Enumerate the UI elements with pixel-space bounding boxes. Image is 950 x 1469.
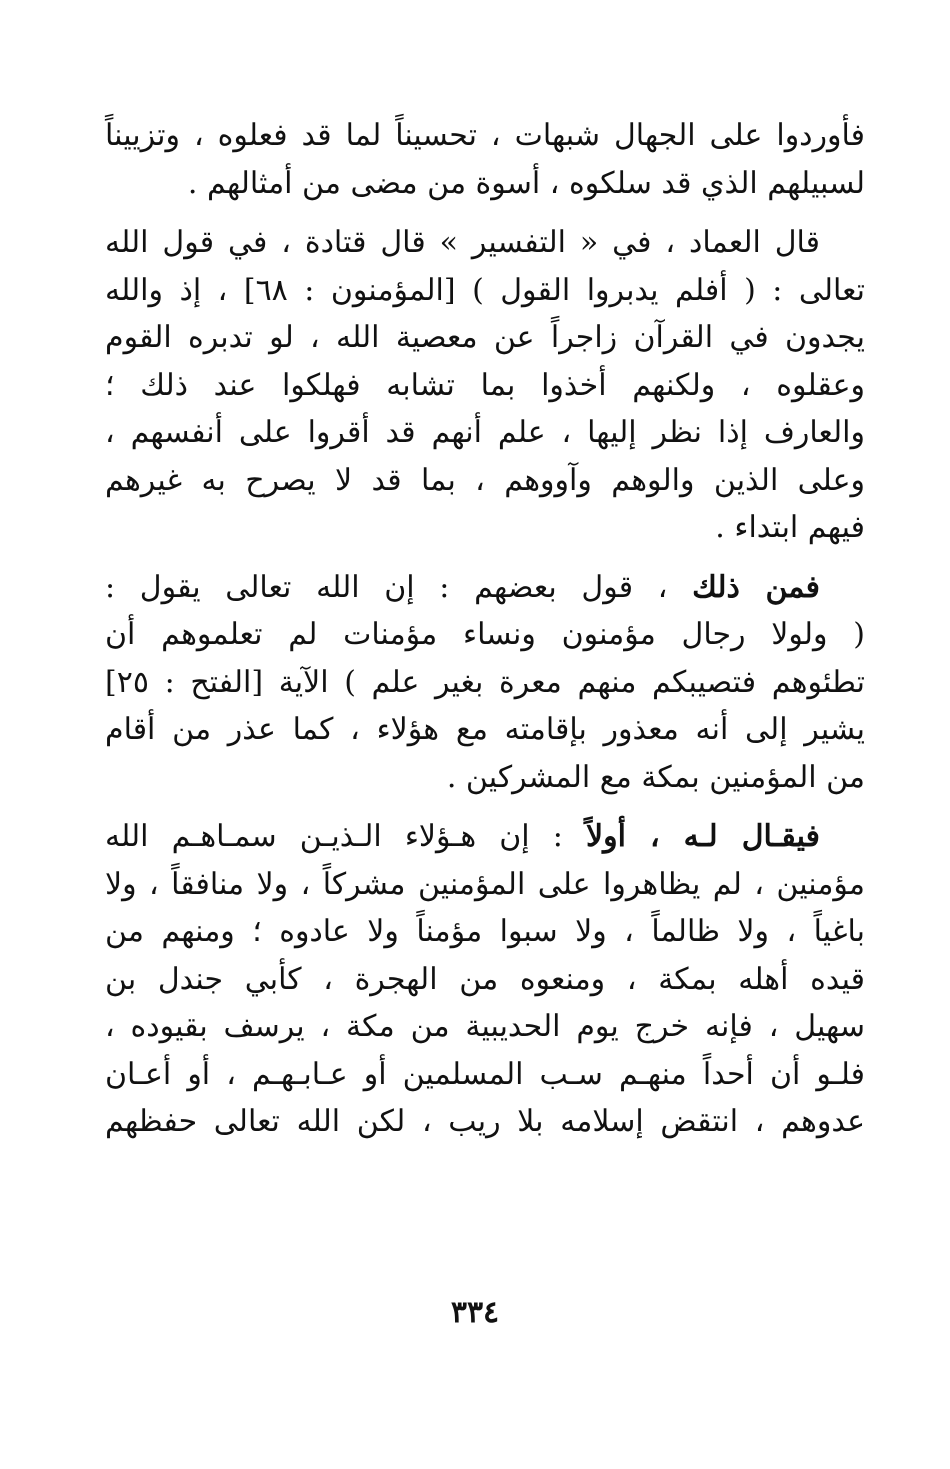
text-line: فأوردوا على الجهال شبهات ، تحسيناً لما قد فعلوه ، وتزييناً xyxy=(105,118,865,153)
text-line: وعقلوه ، ولكنهم أخذوا بما تشابه فهلكوا عند ذلك ؛ xyxy=(105,367,865,403)
text-line: تعالى : ( أفلم يدبروا القول ) [المؤمنون : ٦٨] ، إذ والله xyxy=(105,272,866,308)
text-line: مؤمنين ، لم يظاهروا على المؤمنين مشركاً ، ولا منافقاً ، ولا xyxy=(105,866,865,902)
text-line: عدوهم ، انتقض إسلامه بلا ريب ، لكن الله تعالى حفظهم xyxy=(105,1104,865,1139)
paragraph-2 xyxy=(105,219,865,552)
text-line: فلـو أن أحداً منهـم سـب المسلمين أو عـابـهـم ، أو أعـان xyxy=(105,1056,865,1092)
text-line: يجدون في القرآن زاجراً عن معصية الله ، لو تدبره القوم xyxy=(105,320,865,355)
text-line-rest: : إن هـؤلاء الـذيـن سمـاهـم الله xyxy=(105,819,563,854)
page-number: ٣٣٤ xyxy=(450,1295,500,1330)
text-line: وعلى الذين والوهم وآووهم ، بما قد لا يصرح به غيرهم xyxy=(105,462,865,498)
paragraph-3 xyxy=(105,564,865,802)
text-line: يشير إلى أنه معذور بإقامته مع هؤلاء ، كما عذر من أقام xyxy=(105,712,865,747)
text-line: قيده أهله بمكة ، ومنعوه من الهجرة ، كأبي جندل بن xyxy=(105,961,865,997)
page-body xyxy=(105,112,865,1146)
lead-in-bold: فيقـال لـه ، أولاً xyxy=(585,819,820,854)
text-line: تطئوهم فتصيبكم منهم معرة بغير علم ) الآية [الفتح : ٢٥] xyxy=(105,664,865,700)
text-line xyxy=(105,813,865,861)
text-line xyxy=(105,564,865,612)
paragraph-4 xyxy=(105,813,865,1146)
text-line: فيهم ابتداء . xyxy=(715,510,865,545)
lead-in-bold: فمن ذلك xyxy=(692,569,820,605)
text-line-rest: ، قول بعضهم : إن الله تعالى يقول : xyxy=(105,569,668,605)
text-line: باغياً ، ولا ظالماً ، ولا سبوا مؤمناً ولا عادوه ؛ ومنهم من xyxy=(105,914,865,949)
text-line: لسبيلهم الذي قد سلكوه ، أسوة من مضى من أمثالهم . xyxy=(187,165,865,201)
text-line: ( ولولا رجال مؤمنون ونساء مؤمنات لم تعلموهم أن xyxy=(105,617,865,652)
text-line: والعارف إذا نظر إليها ، علم أنهم قد أقروا على أنفسهم ، xyxy=(105,415,865,450)
text-line: من المؤمنين بمكة مع المشركين . xyxy=(446,759,865,795)
text-line: قال العماد ، في « التفسير » قال قتادة ، في قول الله xyxy=(105,225,820,260)
text-line: سهيل ، فإنه خرج يوم الحديبية من مكة ، يرسف بقيوده ، xyxy=(105,1009,865,1044)
paragraph-1 xyxy=(105,112,865,207)
